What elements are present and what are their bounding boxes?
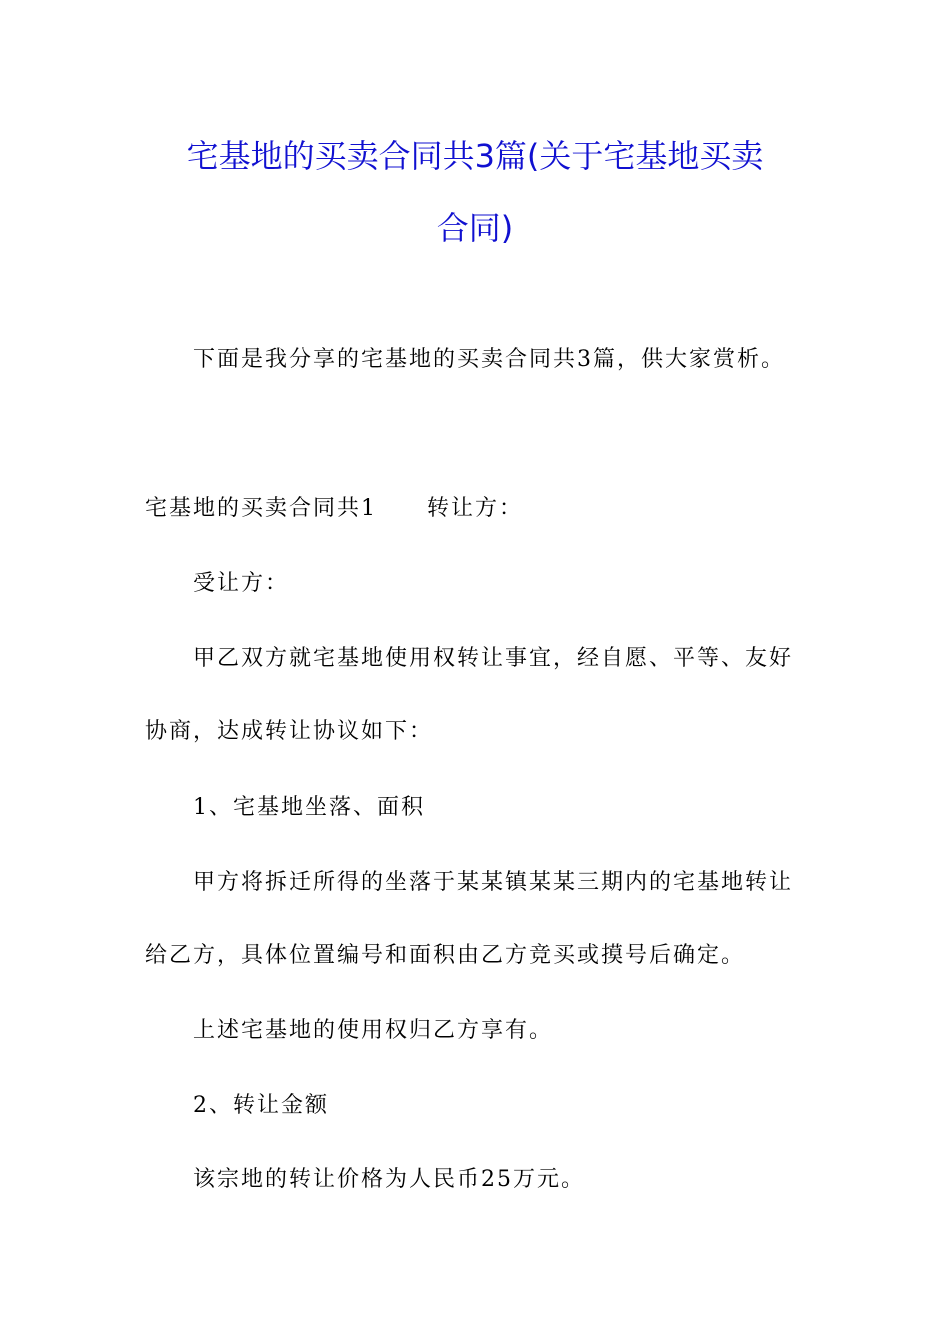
- transferee-label: 受让方：: [193, 571, 290, 596]
- item-1-heading: 1、宅基地坐落、面积: [193, 795, 425, 820]
- transferor-label: 转让方：: [427, 496, 524, 521]
- paragraph-1-line-2: 协商，达成转让协议如下：: [145, 719, 434, 744]
- section-heading-row: [145, 494, 523, 524]
- paragraph-2-line-2: 给乙方，具体位置编号和面积由乙方竞买或摸号后确定。: [145, 943, 746, 968]
- paragraph-2-line-1: 甲方将拆迁所得的坐落于某某镇某某三期内的宅基地转让: [193, 870, 794, 895]
- document-title-line-2: 合同): [436, 209, 514, 247]
- document-title-line-1: 宅基地的买卖合同共3篇(关于宅基地买卖: [186, 137, 764, 175]
- paragraph-1-line-1: 甲乙双方就宅基地使用权转让事宜，经自愿、平等、友好: [193, 646, 794, 671]
- paragraph-3: 上述宅基地的使用权归乙方享有。: [193, 1018, 554, 1043]
- paragraph-4: 该宗地的转让价格为人民币25万元。: [193, 1167, 585, 1192]
- item-2-heading: 2、转让金额: [193, 1093, 329, 1118]
- intro-paragraph: 下面是我分享的宅基地的买卖合同共3篇，供大家赏析。: [193, 347, 785, 372]
- section-heading: 宅基地的买卖合同共1: [145, 496, 377, 521]
